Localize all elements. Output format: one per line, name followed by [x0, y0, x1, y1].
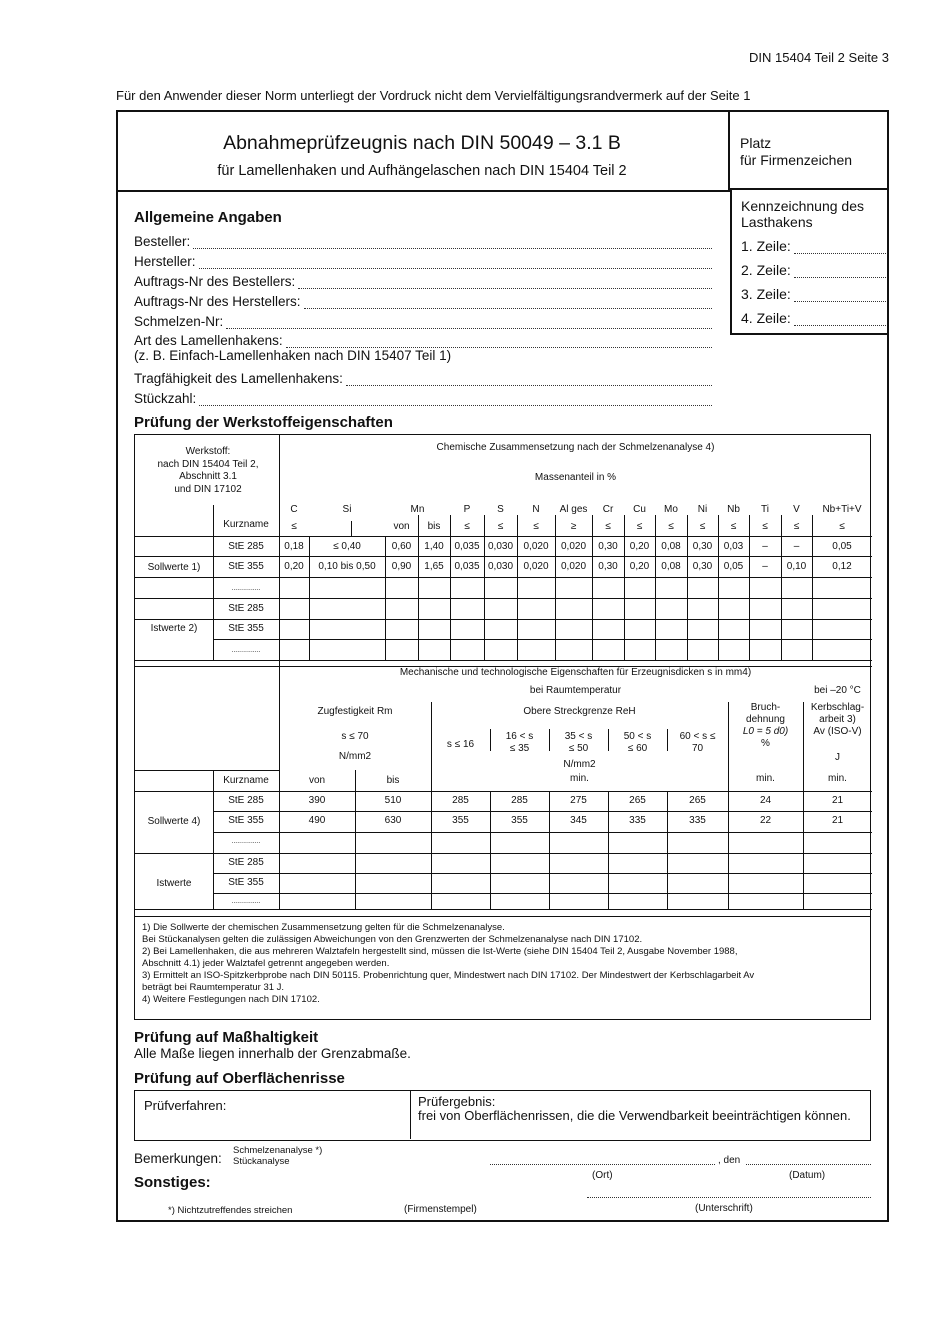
bemerkungen-label: Bemerkungen:: [134, 1151, 222, 1166]
grade-285: StE 285: [228, 541, 264, 552]
general-heading: Allgemeine Angaben: [134, 209, 282, 226]
grade-355: StE 355: [228, 561, 264, 572]
field-besteller[interactable]: Besteller:: [134, 229, 712, 249]
element-header: Ti: [761, 504, 769, 515]
element-header: Nb+Ti+V: [822, 504, 862, 515]
min-obere: min.: [570, 773, 589, 784]
mech-grade-355-ist: StE 355: [228, 877, 264, 888]
hook-marking-title: Kennzeichnung des Lasthakens: [741, 198, 864, 230]
mass-fraction-label: Massenanteil in %: [534, 472, 617, 483]
mech-cell: 22: [759, 815, 772, 826]
mech-cell: 345: [570, 815, 587, 826]
chem-cell: 0,20: [629, 561, 650, 572]
marking-line-4[interactable]: 4. Zeile:: [741, 309, 889, 326]
chem-cell: 0,90: [391, 561, 412, 572]
element-relation: ≤: [762, 521, 768, 532]
obere-label: Obere Streckgrenze ReH: [523, 706, 636, 717]
thickness-range: 35 < s ≤ 50: [564, 731, 593, 754]
element-relation: ≥: [570, 521, 577, 532]
pruefverfahren-label: Prüfverfahren:: [144, 1098, 227, 1113]
chem-cell: 0,30: [692, 561, 713, 572]
element-header: P: [463, 504, 471, 515]
werkstoff-label: Werkstoff: nach DIN 15404 Teil 2, Abschnitt 3.1 und DIN 17102: [157, 446, 259, 495]
chem-cell: 0,20: [629, 541, 650, 552]
min-kerb: min.: [828, 773, 847, 784]
element-header: S: [497, 504, 504, 515]
chem-cell: 0,030: [487, 561, 514, 572]
element-relation: ≤: [533, 521, 539, 532]
chem-cell: 0,10 bis 0,50: [318, 561, 376, 572]
ist-mech-label: Istwerte: [156, 878, 192, 889]
kurzname-header: Kurzname: [223, 519, 269, 530]
chem-title: Chemische Zusammensetzung nach der Schmelzenanalyse 4): [436, 442, 715, 453]
field-art[interactable]: Art des Lamellenhakens:: [134, 329, 712, 348]
istwerte-label: Istwerte 2): [150, 623, 198, 634]
chem-cell: 0,08: [661, 541, 681, 552]
hook-marking-box: [730, 190, 889, 335]
chem-cell: 0,30: [598, 541, 618, 552]
mech-cell: 630: [384, 815, 402, 826]
element-relation: ≤: [730, 521, 737, 532]
form-title: Abnahmeprüfzeugnis nach DIN 50049 – 3.1 B: [223, 132, 621, 154]
element-header: Mo: [664, 504, 678, 515]
form-subtitle: für Lamellenhaken und Aufhängelaschen nach DIN 15404 Teil 2: [217, 163, 627, 179]
chem-cell: 0,30: [692, 541, 713, 552]
thickness-range: 50 < s ≤ 60: [623, 731, 652, 754]
chem-cell: 0,10: [786, 561, 807, 572]
thickness-range: 60 < s ≤ 70: [679, 731, 716, 754]
element-header: Al ges: [559, 504, 588, 515]
sollwerte-label: Sollwerte 1): [147, 562, 201, 573]
sonstiges-heading: Sonstiges:: [134, 1174, 211, 1191]
mech-cell: 265: [629, 795, 646, 806]
signature-line[interactable]: [587, 1197, 871, 1198]
mech-grade-355: StE 355: [228, 815, 264, 826]
thickness-range: s ≤ 16: [446, 739, 475, 750]
chem-cell: 0,20: [284, 561, 304, 572]
mech-grade-dots: ...............: [231, 838, 261, 845]
thickness-range: 16 < s ≤ 35: [505, 731, 534, 754]
mech-grade-dots-ist: ...............: [231, 898, 261, 905]
grade-dots: ...............: [231, 585, 261, 592]
usage-note: Für den Anwender dieser Norm unterliegt der Vordruck nicht dem Vervielfältigungsrandvermerk auf der Seite 1: [116, 88, 751, 103]
mech-cell: 24: [759, 795, 772, 806]
element-relation: ≤: [839, 521, 845, 532]
mech-cell: 21: [831, 815, 844, 826]
analysis-choice[interactable]: Schmelzenanalyse *) Stückanalyse: [233, 1145, 323, 1167]
kurzname-header-mech: Kurzname: [223, 775, 269, 786]
surface-test-box: [134, 1090, 871, 1141]
general-section: [134, 209, 712, 406]
raumtemp-label: bei Raumtemperatur: [529, 685, 622, 696]
element-header: Mn: [410, 504, 425, 515]
chem-cell: 0,12: [832, 561, 852, 572]
element-relation: ≤: [291, 521, 297, 532]
platz-label: Platz: [740, 135, 772, 151]
nmm2-obere: N/mm2: [563, 759, 596, 770]
chem-cell: 0,08: [661, 561, 681, 572]
mech-cell: 335: [629, 815, 646, 826]
marking-line-2[interactable]: 2. Zeile:: [741, 261, 889, 278]
stempel-label: (Firmenstempel): [404, 1204, 477, 1215]
element-relation: ≤: [636, 521, 643, 532]
page-header: DIN 15404 Teil 2 Seite 3: [749, 50, 889, 65]
logo-placeholder: [730, 110, 889, 190]
chem-cell: –: [762, 561, 768, 572]
nmm2-zug: N/mm2: [338, 751, 372, 762]
field-example: (z. B. Einfach-Lamellenhaken nach DIN 15407 Teil 1): [134, 348, 452, 363]
kerb-header: Kerbschlag- arbeit 3) Av (ISO-V) J: [810, 702, 865, 763]
chem-cell: 0,30: [598, 561, 618, 572]
element-header: Cr: [602, 504, 614, 515]
mech-cell: 355: [511, 815, 528, 826]
element-header: V: [793, 504, 800, 515]
firmenzeichen-label: für Firmenzeichen: [740, 152, 853, 168]
element-relation: ≤: [605, 521, 611, 532]
marking-line-3[interactable]: 3. Zeile:: [741, 285, 889, 302]
chem-cell: 1,65: [424, 561, 444, 572]
chem-cell: 0,020: [523, 541, 549, 552]
element-header: N: [532, 504, 540, 515]
chem-cell: 0,03: [723, 541, 744, 552]
soll4-label: Sollwerte 4): [147, 816, 201, 827]
mass-heading: Prüfung auf Maßhaltigkeit: [134, 1029, 319, 1046]
chem-cell: 0,18: [284, 541, 304, 552]
mech-title: Mechanische und technologische Eigenschaften für Erzeugnisdicken s in mm4): [399, 667, 752, 678]
datum-line[interactable]: [746, 1164, 871, 1165]
element-header: Ni: [697, 504, 708, 515]
field-tragfaehigkeit[interactable]: Tragfähigkeit des Lamellenhakens:: [134, 366, 712, 386]
mech-grade-285: StE 285: [228, 795, 264, 806]
mech-cell: 355: [452, 815, 469, 826]
mass-text: Alle Maße liegen innerhalb der Grenzabmaße.: [134, 1046, 411, 1061]
riss-heading: Prüfung auf Oberflächenrisse: [134, 1070, 345, 1087]
mech-cell: 390: [308, 795, 326, 806]
mech-cell: 285: [452, 795, 469, 806]
pruefergebnis: Prüfergebnis: frei von Oberflächenrissen, die die Verwendbarkeit beeinträchtigen können.: [418, 1094, 851, 1123]
material-properties-table: [134, 434, 871, 917]
chem-cell: 1,40: [424, 541, 444, 552]
min-bruch: min.: [756, 773, 775, 784]
field-auftrag-besteller[interactable]: Auftrags-Nr des Bestellers:: [134, 269, 712, 289]
ort-line[interactable]: [490, 1164, 715, 1165]
footnote-box: [134, 917, 871, 1020]
element-relation: ≤: [668, 521, 674, 532]
minus20-label: bei –20 °C: [814, 685, 861, 696]
element-header: Nb: [727, 504, 740, 515]
grade-dots-ist: ...............: [231, 647, 261, 654]
chem-cell: 0,60: [391, 541, 412, 552]
s70-label: s ≤ 70: [341, 731, 369, 742]
mech-cell: 285: [511, 795, 528, 806]
title-box: [116, 110, 730, 192]
mech-cell: 275: [570, 795, 587, 806]
chem-cell: 0,020: [523, 561, 549, 572]
mech-cell: 265: [689, 795, 706, 806]
grade-355-ist: StE 355: [228, 623, 264, 634]
chem-cell: 0,035: [454, 561, 480, 572]
den-label: , den: [718, 1155, 741, 1166]
chem-cell: –: [793, 541, 800, 552]
werkstoff-heading: Prüfung der Werkstoffeigenschaften: [134, 414, 393, 431]
element-relation: ≤: [793, 521, 800, 532]
chem-cell: ≤ 0,40: [333, 541, 361, 552]
element-header: Si: [342, 504, 352, 515]
chem-cell: 0,020: [560, 541, 587, 552]
mn-von: von: [393, 521, 410, 532]
zug-label: Zugfestigkeit Rm: [317, 706, 393, 717]
grade-285-ist: StE 285: [228, 603, 264, 614]
chem-cell: 0,030: [487, 541, 514, 552]
footnotes: 1) Die Sollwerte der chemischen Zusammensetzung gelten für die Schmelzenanalyse. Bei Stückanalysen gelten die zulässigen Abweichungen von den Grenzwerten der Schmelzenanalyse nach DIN 17102. 2) Bei Lamellenhaken, die aus mehreren Walztafeln hergestellt sind, müssen die Ist-Werte (siehe DIN 15404 Teil 2, Ausgabe November 1988, Abschnitt 4.1) jeder Walztafel getrennt angegeben werden. 3) Ermittelt an ISO-Spitzkerbprobe nach DIN 50115. Probenrichtung quer, Mindestwert nach DIN 17102. Der Mindestwert der Kerbschlagarbeit Av beträgt bei Raumtemperatur 31 J. 4) Weitere Festlegungen nach DIN 17102.: [142, 922, 755, 1005]
bruch-header: Bruch- dehnung L0 = 5 d0) %: [742, 702, 789, 749]
element-header: C: [290, 504, 298, 515]
ort-label: (Ort): [592, 1170, 613, 1181]
von-header: von: [308, 775, 326, 786]
bis-header: bis: [386, 775, 400, 786]
mech-cell: 510: [384, 795, 402, 806]
element-relation: ≤: [464, 521, 470, 532]
field-auftrag-hersteller[interactable]: Auftrags-Nr des Herstellers:: [134, 289, 712, 309]
field-schmelzen-nr[interactable]: Schmelzen-Nr:: [134, 309, 712, 329]
element-header: Cu: [633, 504, 646, 515]
chem-cell: –: [762, 541, 768, 552]
marking-line-1[interactable]: 1. Zeile:: [741, 237, 889, 254]
element-relation: ≤: [497, 521, 504, 532]
mech-cell: 21: [831, 795, 844, 806]
nicht-note: *) Nichtzutreffendes streichen: [168, 1205, 293, 1216]
mn-bis: bis: [427, 521, 441, 532]
element-relation: ≤: [699, 521, 706, 532]
datum-label: (Datum): [789, 1170, 826, 1181]
chem-cell: 0,035: [454, 541, 480, 552]
chem-cell: 0,05: [723, 561, 744, 572]
unterschrift-label: (Unterschrift): [695, 1203, 753, 1214]
mech-grade-285-ist: StE 285: [228, 857, 264, 868]
field-hersteller[interactable]: Hersteller:: [134, 249, 712, 269]
mech-cell: 335: [689, 815, 706, 826]
chem-cell: 0,020: [560, 561, 587, 572]
field-stueckzahl[interactable]: Stückzahl:: [134, 386, 712, 406]
mech-cell: 490: [308, 815, 326, 826]
chem-cell: 0,05: [832, 541, 852, 552]
